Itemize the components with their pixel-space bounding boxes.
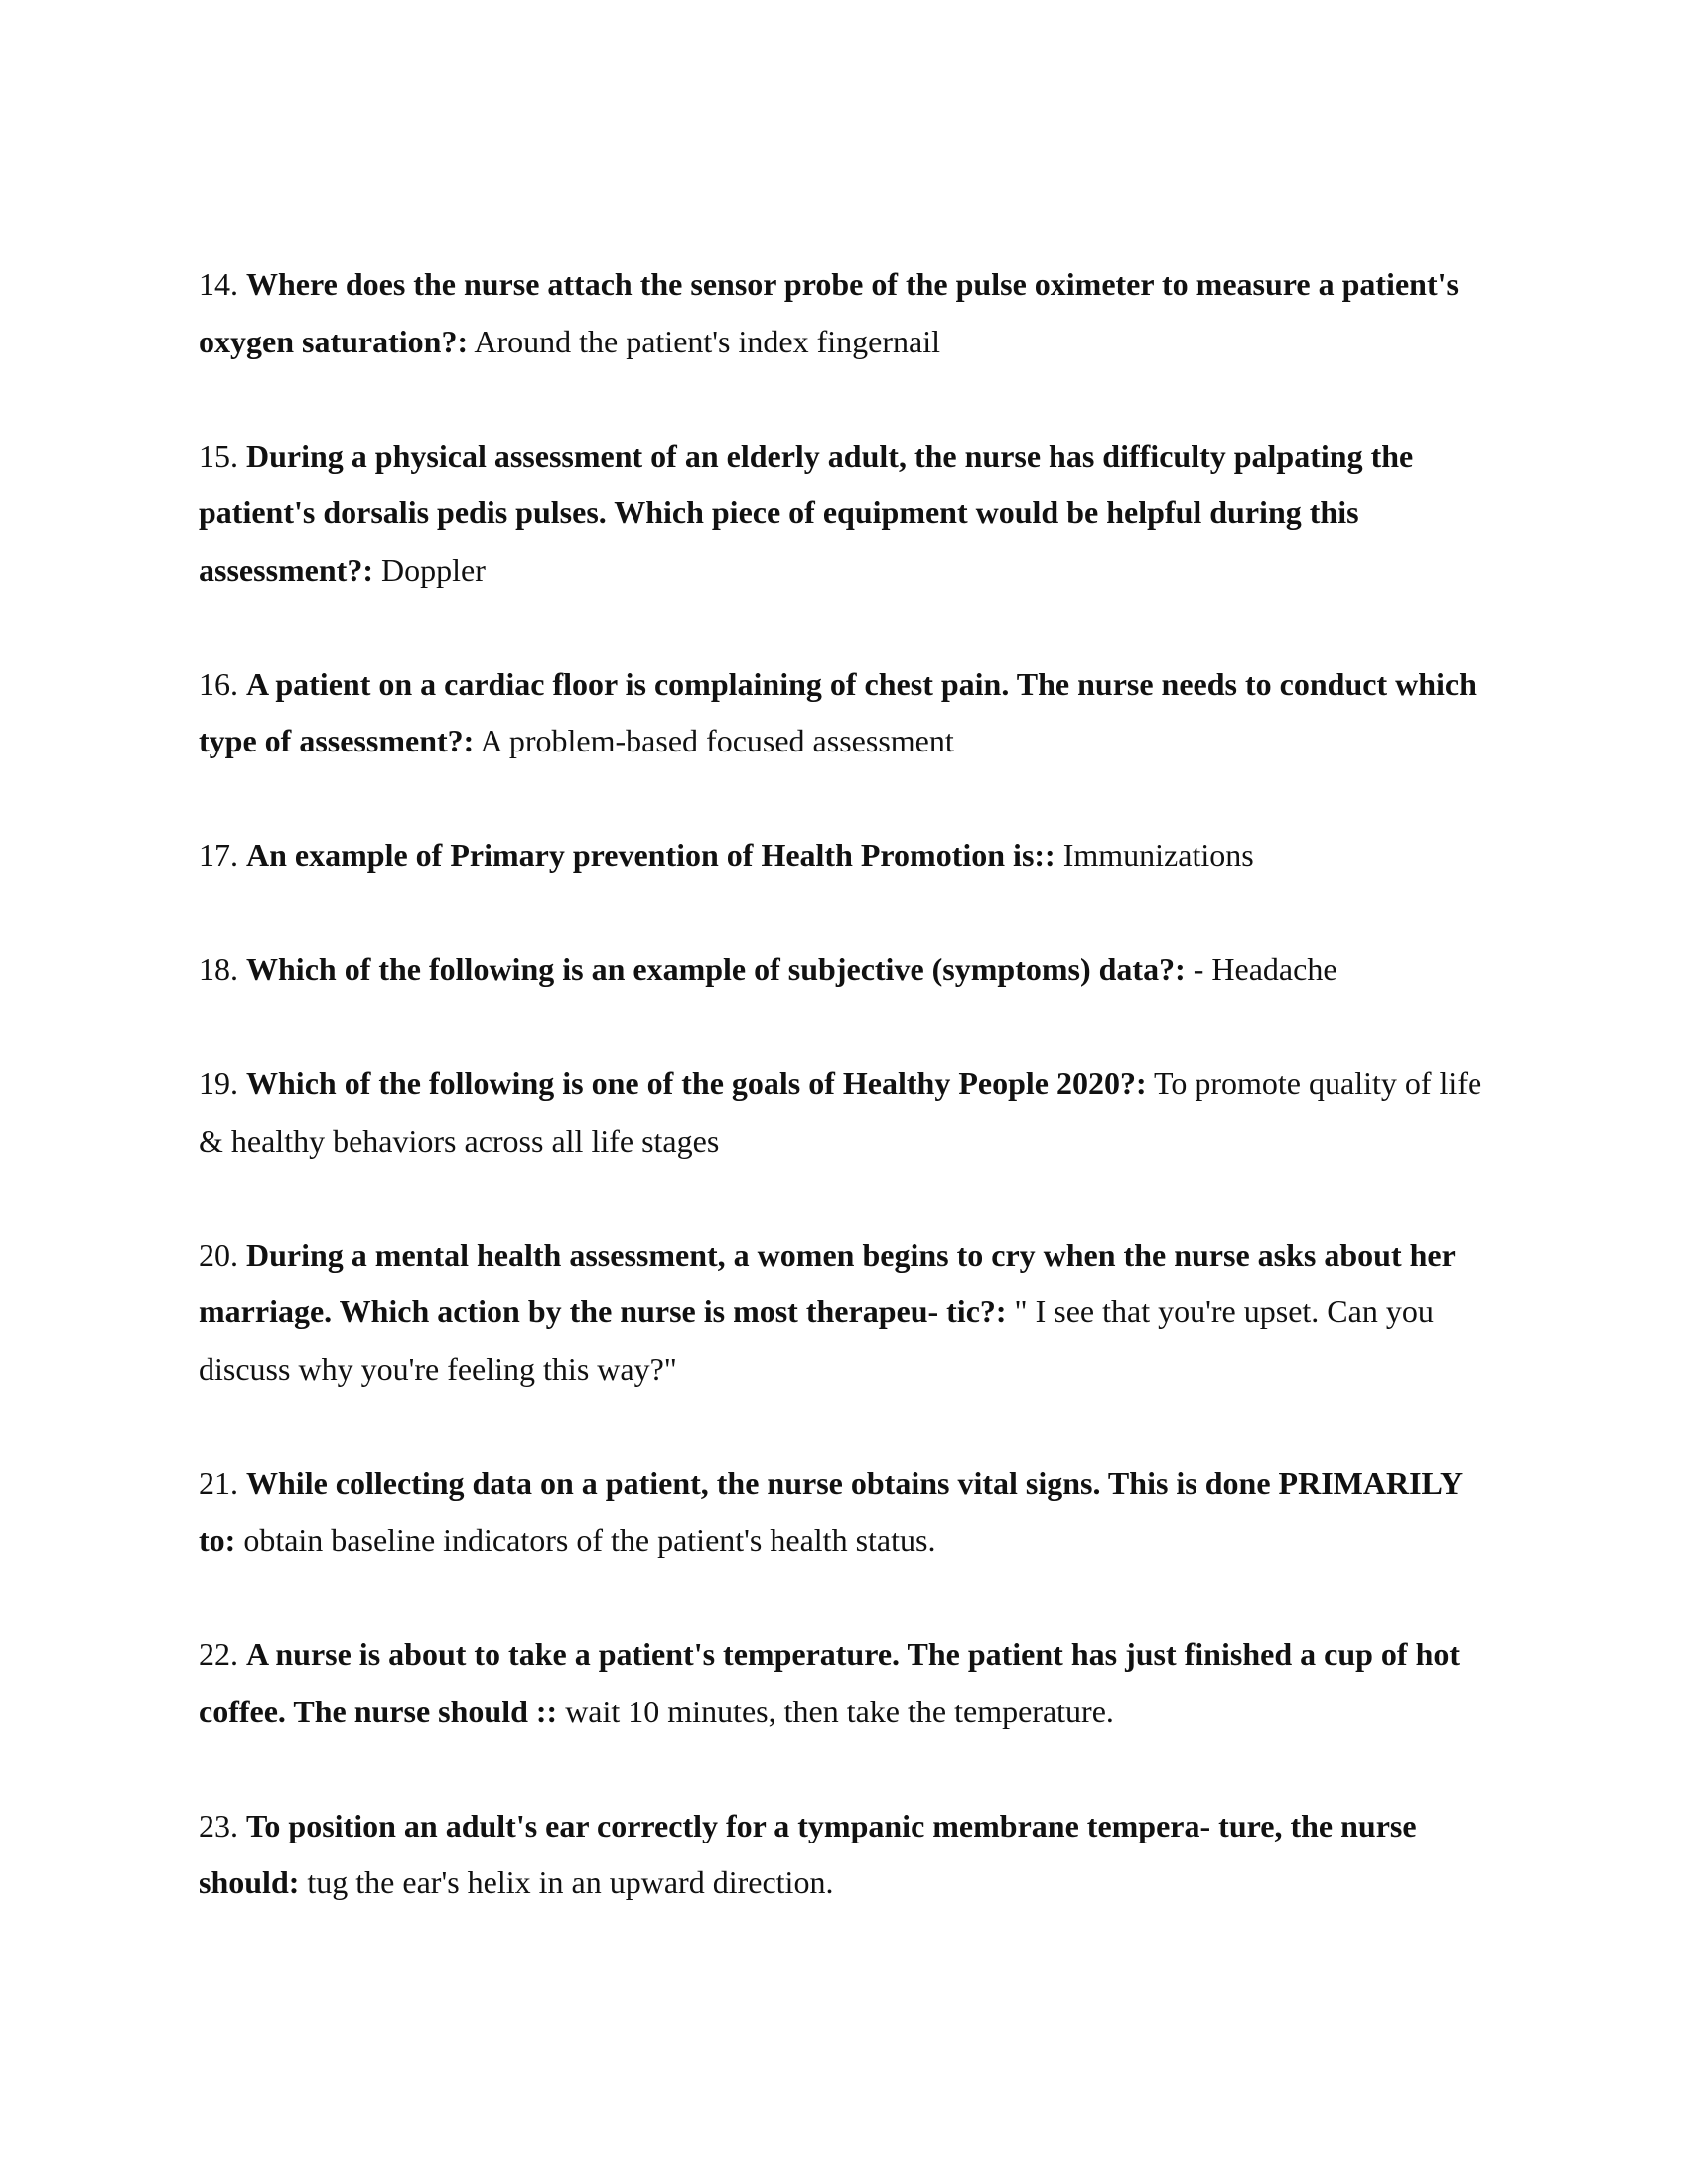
question-text: To position an adult's ear correctly for a tympanic membrane tempera- ture, the nurse should: [199, 1807, 1417, 1900]
question-text: A nurse is about to take a patient's temperature. The patient has just finished a cup of hot coffee. The nurse should :: [199, 1636, 1461, 1729]
qa-item-23 [199, 1798, 1489, 1912]
answer-text: wait 10 minutes, then take the temperature. [565, 1693, 1114, 1729]
qa-item-19 [199, 1055, 1489, 1169]
answer-text: A problem-based focused assessment [480, 723, 954, 758]
answer-text: To promote quality of life & healthy behaviors across all life stages [199, 1065, 1482, 1159]
qa-item-17 [199, 827, 1489, 885]
question-text: Where does the nurse attach the sensor probe of the pulse oximeter to measure a patient's oxygen saturation?: [199, 266, 1459, 359]
item-number: 15. [199, 437, 238, 474]
qa-item-18 [199, 941, 1489, 999]
question-text: Which of the following is an example of subjective (symptoms) data?: [246, 951, 1186, 987]
question-text: While collecting data on a patient, the nurse obtains vital signs. This is done PRIMARILY to: [199, 1464, 1462, 1558]
question-answer-list [199, 256, 1489, 1969]
qa-item-21 [199, 1455, 1489, 1570]
question-text: During a mental health assessment, a women begins to cry when the nurse asks about her marriage. Which action by the nurse is most therapeu- tic?: [199, 1236, 1456, 1329]
question-text: An example of Primary prevention of Health Promotion is:: [246, 837, 1055, 873]
item-number: 21. [199, 1464, 238, 1501]
qa-item-16 [199, 656, 1489, 770]
answer-text: " I see that you're upset. Can you discuss why you're feeling this way?" [199, 1294, 1434, 1387]
item-number: 16. [199, 665, 238, 702]
answer-text: - Headache [1193, 951, 1337, 987]
answer-text: Immunizations [1062, 837, 1254, 873]
item-number: 23. [199, 1807, 238, 1843]
question-text: Which of the following is one of the goals of Healthy People 2020?: [246, 1065, 1147, 1101]
item-number: 20. [199, 1236, 238, 1273]
question-text: A patient on a cardiac floor is complaining of chest pain. The nurse needs to conduct which type of assessment?: [199, 665, 1477, 758]
qa-item-22 [199, 1626, 1489, 1740]
item-number: 18. [199, 951, 238, 987]
qa-item-14 [199, 256, 1489, 370]
answer-text: tug the ear's helix in an upward direction. [307, 1864, 834, 1900]
qa-item-15 [199, 428, 1489, 600]
item-number: 17. [199, 837, 238, 873]
qa-item-20 [199, 1227, 1489, 1399]
answer-text: Doppler [380, 551, 486, 588]
item-number: 19. [199, 1065, 238, 1101]
item-number: 14. [199, 266, 238, 302]
answer-text: Around the patient's index fingernail [474, 323, 940, 359]
answer-text: obtain baseline indicators of the patient's health status. [243, 1522, 936, 1558]
question-text: During a physical assessment of an elderly adult, the nurse has difficulty palpating the patient's dorsalis pedis pulses. Which piece of equipment would be helpful during this assessment?: [199, 437, 1414, 588]
item-number: 22. [199, 1636, 238, 1672]
